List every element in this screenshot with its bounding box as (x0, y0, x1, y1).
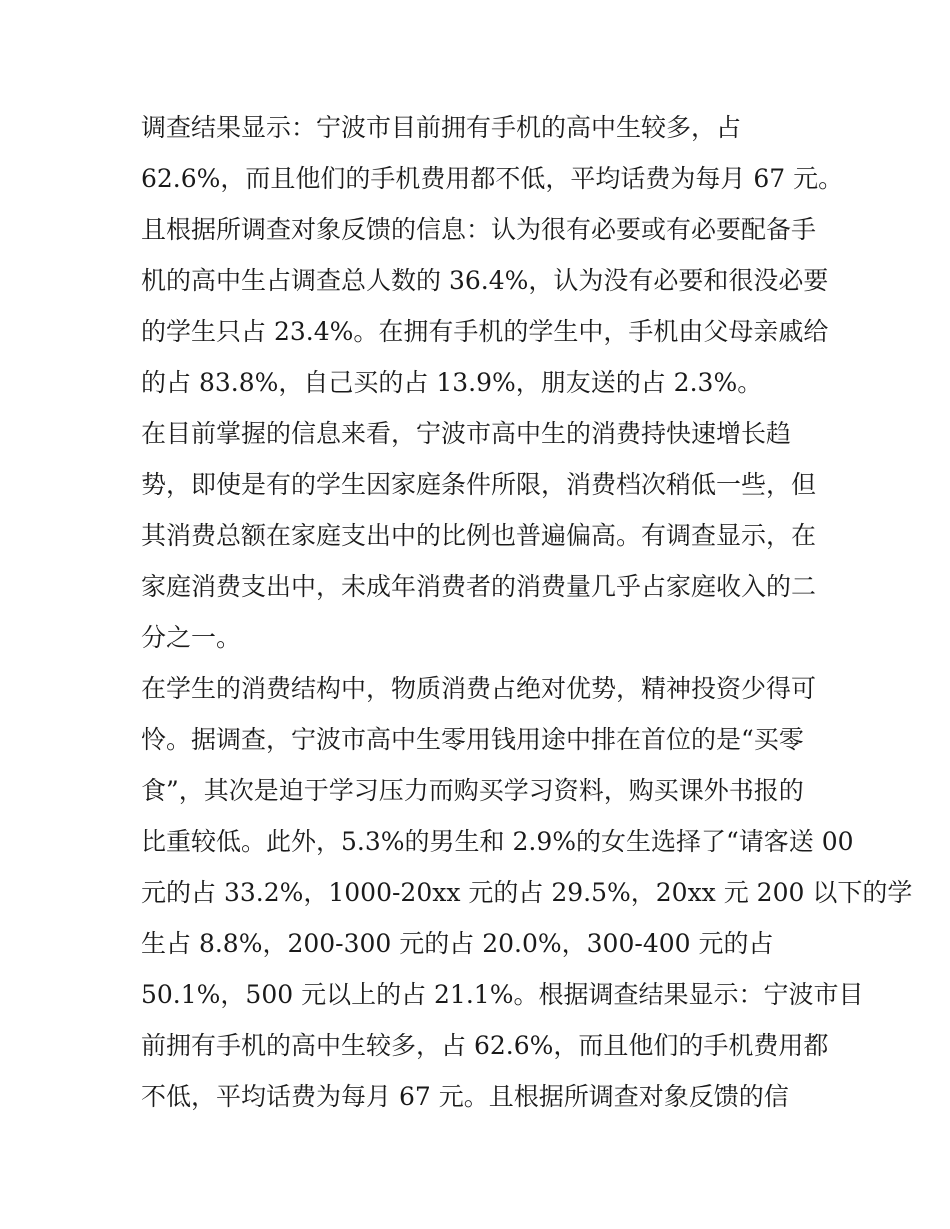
text-line: 怜。据调查，宁波市高中生零用钱用途中排在首位的是“买零 (141, 725, 804, 754)
text-line: 不低，平均话费为每月 67 元。且根据所调查对象反馈的信 (141, 1082, 789, 1111)
text-line: 调查结果显示：宁波市目前拥有手机的高中生较多，占 (141, 113, 742, 142)
text-line: 在目前掌握的信息来看，宁波市高中生的消费持快速增长趋 (141, 419, 792, 448)
text-line: 50.1%，500 元以上的占 21.1%。根据调查结果显示：宁波市目 (141, 980, 864, 1009)
text-line: 家庭消费支出中，未成年消费者的消费量几乎占家庭收入的二 (141, 572, 817, 601)
text-line: 比重较低。此外，5.3%的男生和 2.9%的女生选择了“请客送 00 (141, 827, 854, 856)
text-line: 食”，其次是迫于学习压力而购买学习资料，购买课外书报的 (141, 776, 804, 805)
text-line: 在学生的消费结构中，物质消费占绝对优势，精神投资少得可 (141, 674, 817, 703)
text-line: 的学生只占 23.4%。在拥有手机的学生中，手机由父母亲戚给 (141, 317, 829, 346)
text-line: 的占 83.8%，自己买的占 13.9%，朋友送的占 2.3%。 (141, 368, 763, 397)
text-line: 机的高中生占调查总人数的 36.4%，认为没有必要和很没必要 (141, 266, 829, 295)
text-line: 62.6%，而且他们的手机费用都不低，平均话费为每月 67 元。 (141, 164, 844, 193)
text-line: 前拥有手机的高中生较多，占 62.6%，而且他们的手机费用都 (141, 1031, 829, 1060)
text-line: 其消费总额在家庭支出中的比例也普遍偏高。有调查显示，在 (141, 521, 817, 550)
text-line: 势，即使是有的学生因家庭条件所限，消费档次稍低一些，但 (141, 470, 817, 499)
text-line: 生占 8.8%，200-300 元的占 20.0%，300-400 元的占 (141, 929, 774, 958)
text-line: 元的占 33.2%，1000-20xx 元的占 29.5%，20xx 元 200 以下的学 (141, 878, 913, 907)
text-line: 分之一。 (141, 623, 242, 652)
text-line: 且根据所调查对象反馈的信息：认为很有必要或有必要配备手 (141, 215, 817, 244)
